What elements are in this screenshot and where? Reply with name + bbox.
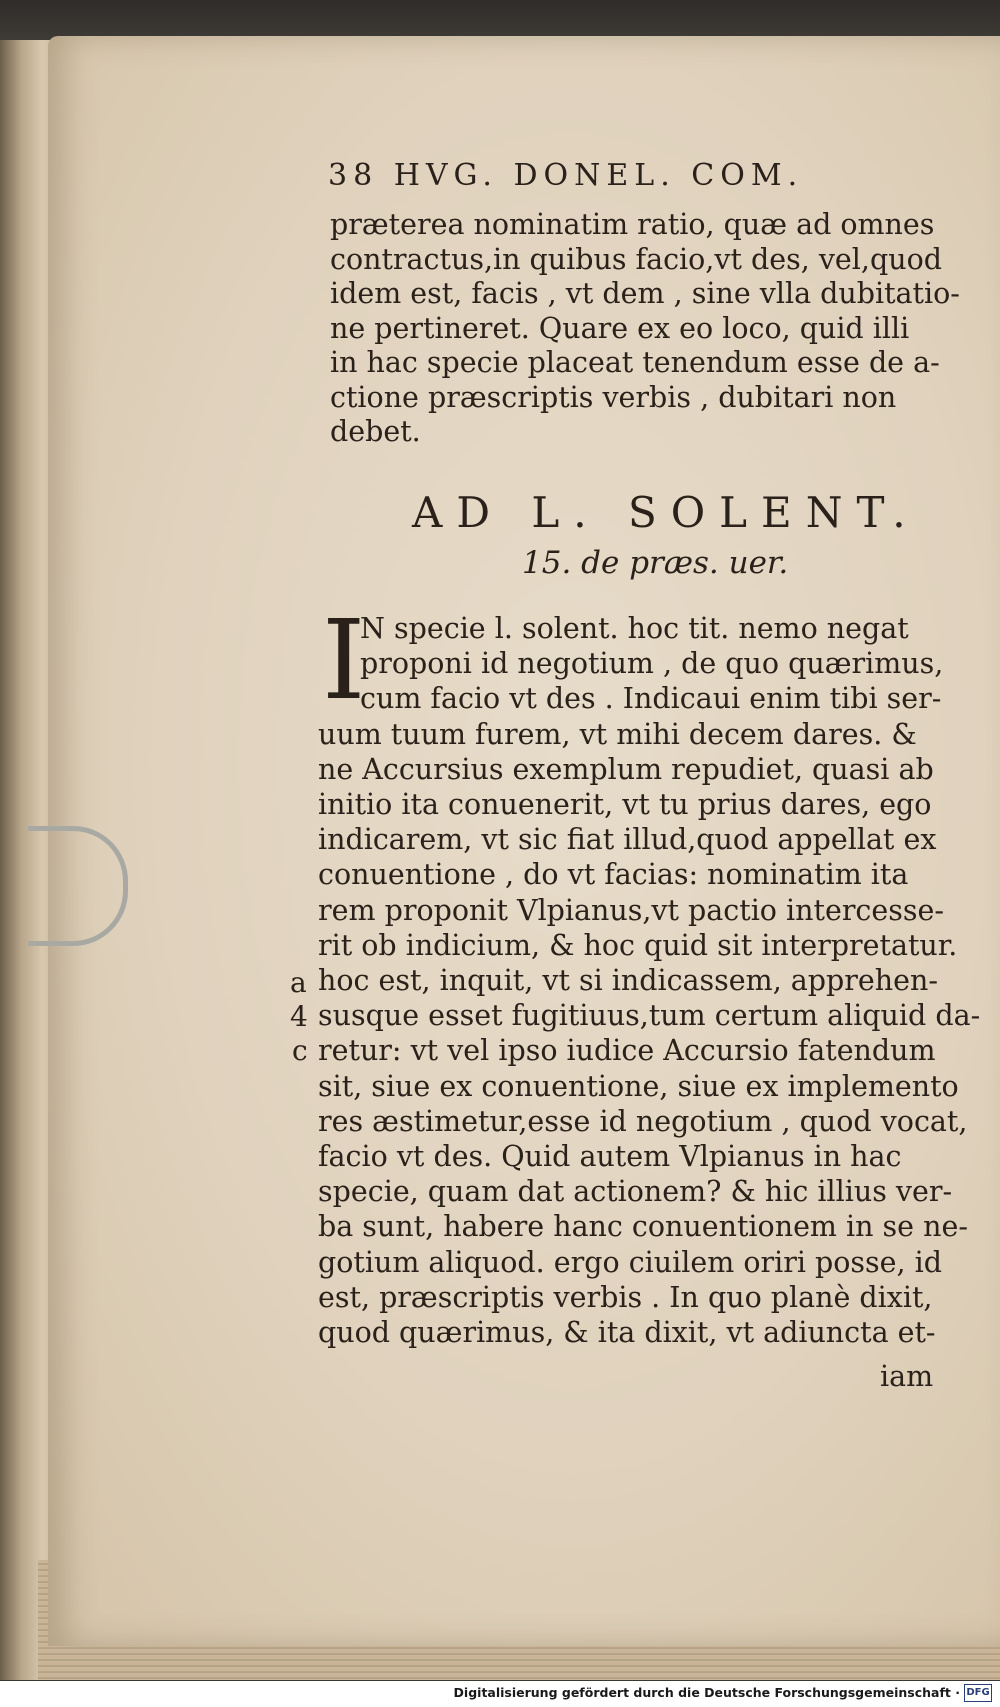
text-line: rit ob indicium, & hoc quid sit interpretatur.: [318, 928, 958, 962]
margin-note-a: a: [290, 966, 307, 999]
section-heading: AD L. SOLENT.: [412, 488, 920, 537]
text-line: ne Accursius exemplum repudiet, quasi ab: [318, 752, 934, 786]
text-line: præterea nominatim ratio, quæ ad omnes: [330, 208, 935, 241]
text-line: ctione præscriptis verbis , dubitari non: [330, 380, 897, 414]
text-line: proponi id negotium , de quo quærimus,: [360, 647, 944, 681]
catchword: iam: [880, 1360, 934, 1393]
text-line: initio ita conuenerit, vt tu prius dares, ego: [318, 788, 932, 821]
footer-credit: Digitalisierung gefördert durch die Deutsche Forschungsgemeinschaft ·: [453, 1685, 960, 1700]
page-clip: [28, 826, 128, 946]
margin-note-4: 4: [290, 1000, 308, 1033]
text-line: cum facio vt des . Indicaui enim tibi ser-: [360, 682, 942, 716]
text-line: facio vt des. Quid autem Vlpianus in hac: [318, 1140, 902, 1173]
text-line: idem est, facis , vt dem , sine vlla dubitatio-: [330, 277, 960, 310]
text-line: specie, quam dat actionem? & hic illius ver-: [318, 1175, 953, 1209]
text-line: est, præscriptis verbis . In quo planè dixit,: [318, 1280, 933, 1314]
text-line: rem proponit Vlpianus,vt pactio intercesse-: [318, 893, 945, 927]
drop-cap: I: [322, 596, 366, 724]
running-head: 38 HVG. DONEL. COM.: [328, 158, 804, 193]
text-line: gotium aliquod. ergo ciuilem oriri posse, id: [318, 1245, 943, 1279]
text-line: ne pertineret. Quare ex eo loco, quid illi: [330, 311, 910, 345]
text-line: ba sunt, habere hanc conuentionem in se ne-: [318, 1210, 968, 1244]
text-line: in hac specie placeat tenendum esse de a-: [330, 346, 940, 379]
dfg-logo-icon: DFG: [964, 1684, 992, 1702]
text-line: hoc est, inquit, vt si indicassem, apprehen-: [318, 964, 938, 997]
section-subheading: 15. de præs. uer.: [522, 545, 789, 581]
text-line: quod quærimus, & ita dixit, vt adiuncta et-: [318, 1316, 936, 1349]
text-line: res æstimetur,esse id negotium , quod vocat,: [318, 1104, 968, 1138]
text-line: uum tuum furem, vt mihi decem dares. &: [318, 717, 917, 751]
margin-note-c: c: [292, 1034, 308, 1067]
text-line: conuentione , do vt facias: nominatim ita: [318, 858, 909, 892]
text-line: retur: vt vel ipso iudice Accursio fatendum: [318, 1034, 936, 1068]
text-line: sit, siue ex conuentione, siue ex implemento: [318, 1069, 959, 1103]
text-line: N specie l. solent. hoc tit. nemo negat: [360, 612, 909, 645]
text-line: indicarem, vt sic fiat illud,quod appellat ex: [318, 823, 937, 857]
text-line: susque esset fugitiuus,tum certum aliquid da-: [318, 999, 981, 1033]
text-line: debet.: [330, 415, 421, 448]
text-line: contractus,in quibus facio,vt des, vel,quod: [330, 242, 942, 276]
